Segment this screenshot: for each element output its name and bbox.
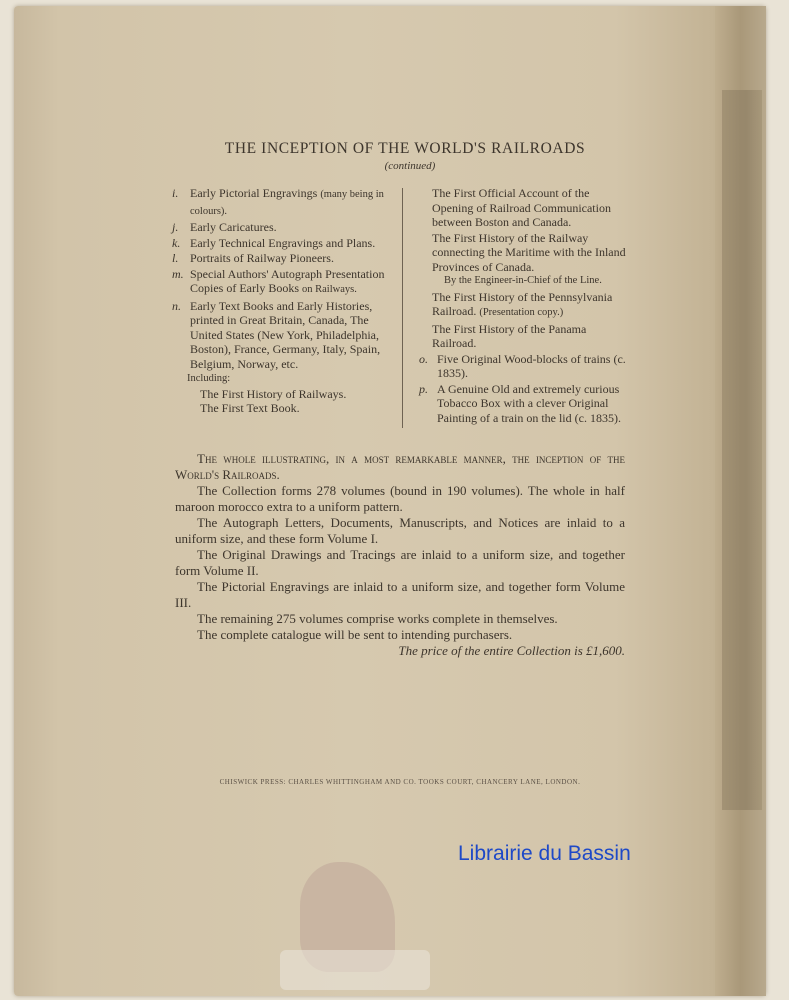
right-column bbox=[419, 186, 632, 426]
list-item: l. Portraits of Railway Pioneers. bbox=[172, 251, 334, 265]
spine-shadow bbox=[722, 90, 762, 810]
paragraph: The Collection forms 278 volumes (bound in 190 volumes). The whole in half maroon morocco extra to a uniform pattern. bbox=[175, 483, 625, 514]
printer-imprint: CHISWICK PRESS: CHARLES WHITTINGHAM AND CO. TOOKS COURT, CHANCERY LANE, LONDON. bbox=[219, 778, 581, 786]
paragraph: The complete catalogue will be sent to intending purchasers. bbox=[197, 627, 513, 642]
tape-strip bbox=[280, 950, 430, 990]
price-line: The price of the entire Collection is £1,600. bbox=[398, 643, 625, 658]
list-item: j. Early Caricatures. bbox=[172, 220, 277, 234]
list-item: o. Five Original Wood-blocks of trains (c. 1835). bbox=[419, 351, 626, 380]
watermark: Librairie du Bassin bbox=[458, 842, 631, 865]
including-label: Including: bbox=[187, 373, 231, 384]
paragraph: The Autograph Letters, Documents, Manuscripts, and Notices are inlaid to a uniform size, and these form Volume I. bbox=[175, 515, 625, 546]
paragraph: The Pictorial Engravings are inlaid to a uniform size, and together form Volume III. bbox=[175, 579, 625, 610]
list-item: m. Special Authors' Autograph Presentation Copies of Early Books on Railways. bbox=[172, 266, 385, 295]
including-item: The First History of Railways. bbox=[200, 386, 347, 401]
left-column bbox=[172, 186, 397, 416]
including-item: The First Text Book. bbox=[200, 401, 300, 415]
list-item: The First History of the Railway connecting the Maritime with the Inland Provinces of Canada. By the Engineer-in-Chief of the Line. bbox=[432, 230, 626, 286]
paragraph: The whole illustrating, in a most remarkable manner, the inception of the World's Railroads. bbox=[175, 451, 625, 482]
list-item: The First Official Account of the Opening of Railroad Communication between Boston and Canada. bbox=[432, 186, 611, 229]
description-body bbox=[175, 451, 625, 659]
column-divider bbox=[402, 188, 403, 428]
list-item: The First History of the Pennsylvania Railroad. (Presentation copy.) bbox=[432, 289, 613, 318]
list-item: i. Early Pictorial Engravings (many being in colours). bbox=[172, 186, 384, 217]
list-item: The First History of the Panama Railroad. bbox=[432, 321, 587, 350]
paragraph: The Original Drawings and Tracings are inlaid to a uniform size, and together form Volume II. bbox=[175, 547, 625, 578]
paragraph: The remaining 275 volumes comprise works complete in themselves. bbox=[197, 611, 558, 626]
list-item: n. Early Text Books and Early Histories, printed in Great Britain, Canada, The United States (New York, Philadelphia, Boston), France, Germany, Italy, Spain, Belgium, Norway, etc. bbox=[172, 298, 381, 371]
list-item: p. A Genuine Old and extremely curious Tobacco Box with a clever Original Painting of a train on the lid (c. 1835). bbox=[419, 381, 621, 425]
page-subtitle: (continued) bbox=[384, 160, 436, 172]
page-title: THE INCEPTION OF THE WORLD'S RAILROADS bbox=[224, 140, 586, 157]
list-item: k. Early Technical Engravings and Plans. bbox=[172, 235, 376, 250]
